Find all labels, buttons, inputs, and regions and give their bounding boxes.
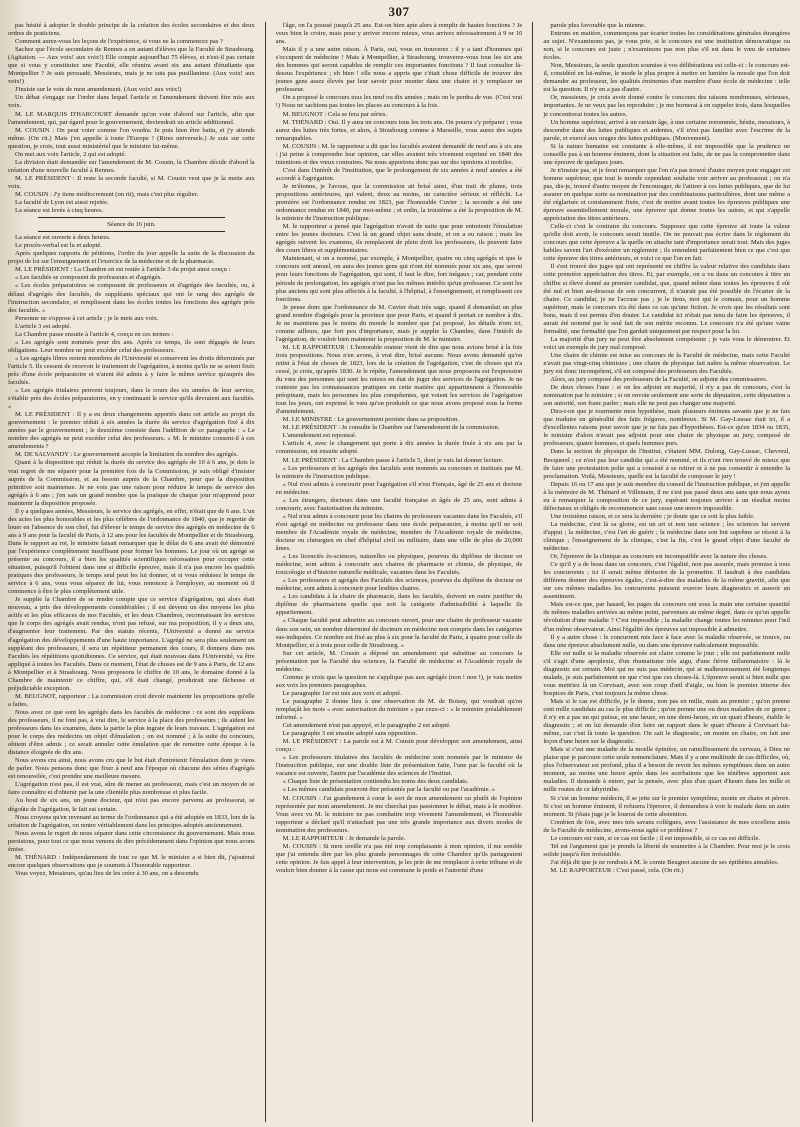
paragraph: M. LE MINISTRE : Le gouvernement persiste dans sa proposition. [282,416,459,424]
paragraph: La faculté de Lyon est aussi rejetée. [15,199,109,207]
paragraph: « Les candidats à la chaire de pharmacie, dans les facultés, doivent en outre justifier du diplôme de pharmaciens quelle que soit la catégorie d'admissibilité à laquelle ils appartiennent. [275,593,523,617]
paragraph: pas hésité à adopter le double principe de la création des écoles secondaires et des deux ordres de praticiens. [8,22,255,38]
paragraph: M. THÉNARD : Oui. Il y aura un concours tous les trois ans. On pourra s'y préparer ; vous aurez des luttes très fortes, et alors, à Strasbourg comme à Marseille, vous aurez des sujets remarquables. [275,118,523,142]
paragraph: Un débat s'engage sur l'ordre dans lequel l'article et l'amendement doivent être mis aux voix. [8,94,255,110]
paragraph: Le paragraphe 1er est mis aux voix et adopté. [282,689,402,697]
paragraph: M. LE PRÉSIDENT : La Chambre en est restée à l'article 3 du projet ainsi conçu : [15,266,231,274]
paragraph: M. LE MARQUIS D'HARCOURT demande qu'on vote d'abord sur l'article, afin que l'amendement, qui, par égard pour le gouvernement, deviendrait un article additionnel. [8,110,255,126]
paragraph: M. le rapporteur a pensé que l'agrégation n'avait de suite que pour entretenir l'émulation entre les jeunes docteurs. C'est là un grand objet sans doute, et on a eu raison ; mais les agrégés suivent les examens, ils remplacent de plein droit les professeurs, ils peuvent faire des cours libres et supplémentaires. [275,223,523,255]
paragraph: M. COUSIN : Si mon oreille n'a pas été trop complaisante à mon opinion, il me semble que j'ai entendu dire par les plus grands personnages de cette Chambre qu'ils partageaient cette opinion. Je fais appel à leur intervention, je les prie de me remplacer à cette tribune et de vouloir bien donner à la cause qui nous est commune le poids et l'autorité d'une [275,842,523,874]
paragraph: La Chambre passe ensuite à l'article 4, conçu en ces termes : [15,330,174,338]
paragraph: Nous avons le regret de nous séparer dans cette circonstance du gouvernement. Mais nous persistons, pour tout ce que nous venons de dire précédemment dans l'opinion que nous avons émise. [8,829,255,853]
paragraph: Le paragraphe 2 donne lieu à une observation de M. de Boissy, qui voudrait qu'on remplaçât les mots « avec autorisation du ministre » par ceux-ci : « le ministre préalablement informé. » [275,697,523,722]
paragraph: Mais est-ce que, par hasard, les pages du concours ont sous la main une certaine quantité de mêmes maladies arrivées au même point, parvenues au même degré, dans ce qu'on appelle révolution d'une maladie ? C'est impossible ; la maladie change toutes les minutes pour l'œil d'un même observateur. Ainsi l'égalité des épreuves est impossible à admettre. [543,601,790,633]
section-heading: Séance du 16 juin. [107,221,156,229]
paragraph: Alors, au jury composé des professeurs de la Faculté, on adjoint des commissaires. [550,376,768,384]
paragraph: Elle est nulle si la maladie observée est claire comme le jour ; elle est parfaitement nulle s'il s'agit d'une apoplexie, d'un rhumatisme très aigu, d'une fièvre inflammatoire : là le diagnostic est certain. Moi qui ne suis pas médecin, qui ai malheureusement été longtemps malade, je suis parfaitement en que c'est que ces choses-là. L'épreuve serait si bien nulle que vous mettriez là un Corvisart, avec son coup d'œil d'aigle, ou bien le premier interne des hospices de Paris, c'est toujours la même chose. [543,649,790,697]
paragraph: « Les professeurs et les agrégés des facultés sont nommés au concours et institués par M. le ministre de l'instruction publique. [275,464,523,480]
paragraph: L'amendement est repoussé. [282,432,357,440]
page-number: 307 [388,4,410,19]
paragraph: L'agrégation n'est pas, il est vrai, sûre de mener au professorat, mais c'est un moyen de se faire connaître et d'obtenir par la une clientèle plus nombreuse et plus facile. [8,781,255,797]
paragraph: « Les professeurs titulaires des facultés de médecine sont nommés par le ministre de l'instruction publique, sur une double liste de présentation faite, l'une par la faculté où la vacance est ouverte, l'autre par l'académie des sciences de l'Institut. [275,754,523,778]
paragraph: M. LE PRÉSIDENT : La Chambre passe à l'article 5, dont je vais lui donner lecture. [282,456,504,464]
paragraph: M. THÉNARD : Indépendamment de tout ce que M. le ministre a si bien dit, j'ajouterai encore quelques observations que je soumets à l'honorable rapporteur. [8,853,255,869]
paragraph: Sachez que l'école secondaire de Rennes a en autant d'élèves que la Faculté de Strasbourg. (Agitation. — Aux voix! aux voix!) Elle compte aujourd'hui 75 élèves, et n'est-il pas certain que si vous y constituiez une Faculté, elle réunira avant six ans autant d'étudiants que Montpellier ? Je suis persuadé, Messieurs, mais je ne suis pas pusillanime. (Aux voix! aux voix!) [8,46,255,86]
paragraph: Le concours est vain, si ce cas est facile ; il est impossible, si ce cas est difficile. [550,834,761,842]
paragraph: M. LE PRÉSIDENT : Il y a eu deux changements apportés dans cet article au projet du gouvernement : le premier réduit à six années la durée du service d'agrégation fixé à dix années par le gouvernement ; le deuxième consiste dans l'addition de ce paragraphe : « Le nombre des agrégés ne peut excéder celui des professeurs. » M. le ministre consent-il à ces amendements ? [8,411,255,451]
paragraph: La séance est levée à cinq heures. [15,207,104,215]
paragraph: M. BEUGNOT, rapporteur : La commission croit devoir maintenir les propositions qu'elle a faites. [8,692,255,708]
paragraph: « Les agrégés titulaires peuvent toujours, dans le cours des six années de leur service, s'établir près des écoles préparatoires, en y continuant le service qu'ils devraient aux facultés. » [8,387,255,411]
paragraph: « Nul n'est admis à concourir pour l'agrégation s'il n'est Français, âgé de 25 ans et docteur en médecine. [275,480,523,496]
paragraph: « Chaque faculté peut admettre au concours ouvert, pour une chaire de professeur vacante dans son sein, un nombre déterminé de docteurs en médecine non compris dans les catégories sus-indiquées. Ce nombre est fixé au plus à six pour la faculté de Paris, à quatre pour celle de Montpellier, et à trois pour celle de Strasbourg. » [275,617,523,649]
paragraph: « Les agrégés sont nommés pour dix ans. Après ce temps, ils sont dégagés de leurs obligations. Leur nombre ne peut excéder celui des professeurs. [8,338,255,354]
paragraph: Le procès-verbal est lu et adopté. [15,242,102,250]
paragraph: Je pense donc que l'ordonnance de M. Cuvier était très sage, quand il demandait un plus grand nombre d'agrégés pour la province que pour Paris, et quand il portait ce nombre à dix. Je ne maintiens pas le moins du monde le nombre que j'ai proposé, les détails n'ont ici, comme ailleurs, que fort peu d'importance, mais je supplie la Chambre, dans l'intérêt de l'agrégation, de vouloir bien maintenir la proposition de M. le ministre. [275,303,523,343]
column-3 [543,22,790,1122]
column-separator [532,22,533,1122]
paragraph: Nous croyons qu'en revenant au terme de l'ordonnance qui a été adoptée en 1833, lors de la création de l'agrégation, on rentre véritablement dans les principes adoptés anciennement. [8,813,255,829]
paragraph: Il y a autre chose : le concurrent mis face à face avec la maladie observée, se trouve, ou dans une épreuve absolument nulle, ou dans une épreuve radicalement impossible. [543,633,790,649]
paragraph: Cet amendement n'est pas appuyé, et le paragraphe 2 est adopté. [282,722,451,730]
paragraph: J'ai déjà dit que je ne rendrais à M. le comte Beugnot aucune de ses épithètes aimables. [550,858,779,866]
paragraph: Dans la section de physique de l'Institut, c'étaient MM. Dulong, Gay-Lussac, Chevreul, Becquerel ; ce n'est pas leur candidat qui a été nommé, et ils n'ont rien trouvé de mieux que de faire une protestation polie qui a consisté à se retirer et à ne pas consentir à entendre la proclamation. Voilà, Messieurs, quelle est la faculté de composer le jury ! [543,448,790,480]
paragraph: Une chaire de chimie est mise au concours de la Faculté de médecine, mais cette Faculté n'avait pas vingt-cinq chimistes ; une chaire de physique fait naître la même observation. Le jury est donc incompétent, s'il est composé des professeurs des Facultés. [543,351,790,376]
column-1 [8,22,255,1122]
paragraph: « Les étrangers, docteurs dans une faculté française et âgés de 25 ans, sont admis à concourir, avec l'autorisation du ministre. [275,496,523,512]
paragraph: La division était demandée sur l'amendement de M. Cousin, la Chambre décide d'abord la création d'une nouvelle faculté à Rennes. [8,158,255,174]
paragraph: l'âge, on l'a poussé jusqu'à 25 ans. Est-on bien apte alors à remplir de hautes fonctions ? Je veux bien le croire, mais pour y arriver encore mieux, vous arrivez nécessairement à 9 or 10 ans. [275,22,523,46]
paragraph: Je supplie la Chambre de se rendre compte que ce service d'agrégation, qui alors était nouveau, a pris des développements considérables ; il est devenu un des moyens les plus actifs et les plus efficaces de nos Facultés, et les deux Chambres, reconnaissant les services que le corps des agrégés avait rendus, n'ont pas refusé, sur ma proposition, il y a deux ans, d'augmenter leur traitement. Par des statuts récents, l'Université a donné au service d'agrégation des développements d'une haute importance. L'agrégé ne sera plus seulement un suppléant des professeurs, il sera un répétiteur permanent des cours, il donnera dans nos Facultés les répétitions quotidiennes. Ce service, qui était nouveau dans l'Université, va être appliqué à toutes les Facultés. Dans ce moment, l'état de choses est de 9 ans à Paris, de 12 ans à Montpellier et à Strasbourg. Nous proposons le chiffre de 10 ans, le domaine donné à la Chambre de maintenir ce chiffre, qui, s'il était changé, produirait une fâcheuse et préjudiciable exception. [8,596,255,692]
paragraph: Sur cet article, M. Cousin a déposé un amendement qui substitue au concours la présentation par la Faculté des sciences, la Faculté de médecine et l'Académie royale de médecine. [275,649,523,673]
paragraph: Nous avez ce que sont les agrégés dans les facultés de médecine : ce sont des suppléans des professeurs, il ne font pas, à vrai dire, le service à la place des professeurs ; ils aident les professeurs dans les examens, dans la partie la plus ingrate de leurs travaux. L'agrégation est pour le corps des médecins un objet d'émulation ; on est nommé ; à la suite du concours, obtient d'être admis ; ce serait annuler cette émulation que de remettre cette époque à la distance éloignée de dix ans. [8,708,255,757]
section-rule [38,231,225,232]
paragraph: Personne ne s'oppose à cet article ; je le mets aux voix. [15,314,159,322]
paragraph: Entrons en matière, commençons par écarter toutes les considérations générales étrangères au sujet. N'examinons pas, je vous prie, si le concours est une institution démocratique ou non, si le concours est juste ; n'examinons pas non plus s'il est dans le vœu de certaines écoles. [543,30,790,62]
paragraph: « Les écoles préparatoires se composent de professeurs et d'agrégés des facultés, ou, à défaut d'agrégés des facultés, de suppléants spéciaux qui ont le rang des agrégés de l'instruction secondaire, et remplissent dans les écoles toutes les fonctions des agrégés près des facultés. » [8,282,255,314]
paragraph: Je n'insiste pas, et je ferai remarquer que l'on n'a pas trouvé d'autre moyen pour engager cet homme supérieur, que tout le monde cependant souhaite voir arriver au professorat ; on n'a pas, dis-je, trouvé d'autre moyen de l'encourager, de l'attirer à ces luttes publiques, que de lui assurer en quelque sorte sa nomination par des combinaisons particulières, dont une même a été réglariséc et constamment fixée, c'est de mettre avant toutes les épreuves publiques une épreuve essentiellement morale, une épreuve qui donne toutes les autres, et qui s'appelle appréciation des titres antérieurs. [543,166,790,223]
paragraph: Quant à la disposition qui réduit la durée du service des agrégés de 10 à 6 ans, je dois le vrai regret de me séparer pour la première fois de la Commission, je suis obligé d'insister auprès de la Commission, et au besoin auprès de la Chambre, pour que la disposition primitive soit maintenue. Je ne vois pas une raison pour réduire le temps de service des agrégés à 6 ans ; j'en sais un grand nombre que la pratique de chaque jour m'apprend pour maintenir la disposition proposée. [8,459,255,507]
paragraph: « Les professeurs et agrégés des Facultés des sciences, pourvus du diplôme de docteur en médecine, sont admis à concourir pour lesdites chaires. [275,577,523,593]
paragraph: La médecine, c'est là sa gloire, est un art et non une science ; les sciences lui servent d'appui ; la médecine, c'est l'art de guérir ; la médecine dans son but suprême se résout à la clinique ; l'enseignement de la clinique, c'est la fin, c'est le grand objet d'une faculté de médecine. [543,520,790,553]
paragraph: Tel est l'argument que je prends la liberté de soumettre à la Chambre. Pour moi je le crois solide jusqu'à être irrésistible. [543,842,790,858]
paragraph: Vous voyez, Messieurs, qu'au lieu de les créer à 30 ans, on a descendu [15,869,199,877]
paragraph: M. DE SALVANDY : Le gouvernement accepte la limitation du nombre des agrégés. [15,451,239,459]
paragraph: Non, Messieurs, la seule question soumise à vos délibérations est celle-ci : le concours est-il, considéré en lui-même, le mode le plus propre à mettre en lumière la morale que l'on doit demander au professeur, les qualités éminentes d'un membre d'une école de médecine : telle est la question. Il n'y en a pas d'autre. [543,62,790,94]
paragraph: M. COUSIN : On peut voter comme l'on voudra. Je puis bien être battu, et j'y attends même. (On rit.) Mais j'en appelle à toute l'Europe ! (Rires universels.) Je suis sur cette question, je crois, tout aussi ministériel que le ministre lui-même. [8,126,255,150]
paragraph: Après quelques rapports de pétitions, l'ordre du jour appelle la suite de la discussion du projet de loi sur l'enseignement et l'exercice de la médecine et de la pharmacie. [8,250,255,266]
paragraph: « Les facultés se composent de professeurs et d'agrégés. [15,274,162,282]
paragraph: M. COUSIN : J'y tiens médiocrement (on rit), mais c'est plus régulier. [15,190,199,198]
paragraph: Or, messieurs, je crois avoir donné contre le concours des raisons nombreuses, sérieuses, importantes. Je ne veux pas les reproduire ; je me bornerai à en rappeler trois, dans lesquelles je concentrerai toutes les autres. [543,94,790,118]
paragraph: Il y a quelques années, Messieurs, le service des agrégés, en effet, n'était que de 6 ans. L'un des actes les plus honorables et les plus célèbres de l'ordonnance de 1840, que je regrette de louer en l'absence de son chef, fut d'élever le temps de service des agrégés en médecine de 6 ans à 9 ans pour la faculté de Paris, à 12 ans pour les facultés de Montpellier et de Strasbourg. Dans le rapport au roi, le ministre faisait remarquer que le délai de 6 ans avait été démontré par l'expérience complètement insuffisant pour former les hommes. Le jour où un agrégé se présente au concours, il a bien les qualités scientifiques nécessaires pour occuper cette situation, puisqu'il l'obtient dans une si difficile épreuve, mais il n'a pas encore les qualités pratiques des professeurs, le temps seul peut les lui donner, et si vous réduisez le temps de service à 6 ans, vous vous séparez de lui, vous renoncez à l'employer, au moment où il commence à être le plus complètement utile. [8,507,255,596]
paragraph: M. LE RAPPORTEUR : L'honorable orateur vient de dire que nous avions brisé à la fois trois propositions. Nous n'en avons, à vrai dire, brisé aucune. Nous avons demandé qu'on retint à l'état de choses de 1823, lors de la création de l'agrégation, c'est de choses qui n'a cessé, je crois, qu'après 1830. Je le répète, l'amendement que nous proposons est l'expression du vœu des personnes qui sont les mieux en état de juger des services de l'agrégation. Je ne conteste pas les connaissances pratiques en cette matière qui appartiennent à l'honorable préopinant, mais les personnes les plus compétentes, qui voient les services de l'agrégation tous les jours, ont exprimé le vœu qu'on produisît ce que nous avons proposé sous la forme d'amendement. [275,343,523,416]
paragraph: Une troisième raison, et ce sera la dernière ; je doute que ce soit la plus faible. [550,512,755,520]
paragraph: Or, l'épreuve de la clinique au concours est incompatible avec la nature des choses. [550,553,768,561]
paragraph: « Chaque liste de présentation contiendra les noms des deux candidats. [282,778,469,786]
column-separator [265,22,266,1122]
paragraph: M. LE PRÉSIDENT : Il reste la seconde faculté, si M. Cousin veut que je la mette aux voix. [8,174,255,190]
paragraph: Si la nature humaine est constante à elle-même, il est impossible que la prudence ne conseille pas à un homme éminent, dont la situation est faite, de ne pas la compromettre dans une épreuve de quelques jours. [543,142,790,166]
paragraph: M. BEUGNOT : Cela se fera par séries. [282,110,388,118]
paragraph: J'insiste sur le vote de mon amendement. (Aux voix! aux voix!) [15,86,182,94]
paragraph: Comme je crois que la question ne s'applique pas aux agrégés (non ! non !), je vais mettre aux voix les premiers paragraphes. [275,673,523,689]
paragraph: M. LE PRÉSIDENT : La parole est à M. Cousin pour développer son amendement, ainsi conçu : [275,738,523,754]
paragraph: M. COUSIN : J'ai grandement à cœur le sort de mon amendement ou plutôt de l'opinion représentée par mon amendement. Je me cherchai pas passionner le débat, mais à le modérer. Vous avez vu M. le ministre ne pas combattre trop vivement l'amendement, et l'honorable rapporteur a déclaré qu'il n'attachait pas une très grande importance aux divers modes de nomination des professeurs. [275,794,523,834]
paragraph: Mais il y a une autre raison. À Paris, oui, vous en trouverez : il y a tant d'hommes qui s'occupent de médecine ! Mais à Montpellier, à Strasbourg, trouverez-vous tous les six ans des hommes qui seront capables de remplir ces importantes fonctions ? Il faut consulter là-dessus l'expérience ; eh bien ! elle nous a appris que c'était chose difficile de trouver des jeunes gens assez élevés par leur savoir pour monter dans une chaire et y remplacer un professeur. [275,46,523,94]
paragraph: Dira-t-on que je tourmente mon hypothèse, mais plusieurs éminens savants que je ne fais que traduire en généralité des faits frégures, nombreux. Si M. Gay-Lussac était ici, il a d'excellentes raisons pour savoir que je ne fais pas d'hypothèses. Est-ce qu'en 1834 ou 1835, le ministre d'alors n'avait pas adjoint pour une chaire de physique au jury, composé de professeurs, quatre hommes, et quels hommes purs. [543,408,790,448]
paragraph: Un homme supérieur, arrivé à un certain âge, à une certaine renommée, hésite, messieurs, à descendre dans des luttes publiques et ardentes, s'il n'est pas familier avec l'escrime de la parole, et exercé aux orages des luttes publiques. (Mouvement). [543,118,790,142]
paragraph: Nous avons cru ainsi, nous avons cru que le but était d'entretenir l'émulation dont je viens de parler. Nous pensons donc que fixer à neuf ans l'époque où chacune des séries d'agrégés est renouvelée, c'est prendre une meilleure mesure. [8,757,255,781]
paragraph: M. LE PRÉSIDENT : Je consulte la Chambre sur l'amendement de la commission. [282,424,500,432]
paragraph: On met aux voix l'article, 2 qui est adopté. [15,150,126,158]
paragraph: Maintenant, si on a nommé, par exemple, à Montpellier, quatre ou cinq agrégés et que le concours soit annuel, on aura des jeunes gens qui n'ont été nommés pour six ans, que seront pour leurs fonctions de l'agrégation, qui sont, il faut le dire, fort inégaux ; car, pendant cette période de prolongation, les agrégés n'ont pas les mêmes intérêts qu'un professeur. Ce sont les plus anciens qui sont plus affectés à la faculté, à l'hôpital, à l'enseignement, et remplissent ces fonctions. [275,255,523,303]
paragraph: Je m'étonne, je l'avoue, que la commission ait brisé ainsi, d'un trait de plume, trois propositions antérieures, qui valent, deux au moins, un caractère sérieux et réfléchi. La première est l'ordonnance rendue en 1823, par l'honorable Cuvier ; la seconde a été une ordonnance rendue en 1840, par moi-même ; et enfin, la troisième a été la proposition de M. le ministre de l'instruction publique. [275,182,523,223]
section-rule [38,217,225,218]
paragraph: « Les licenciés ès-sciences, naturelles ou physiques, pourvus du diplôme de docteur en médecine, sont admis à concourir aux chaires de pharmacie et chimie, de physique, de toxicologie et d'histoire naturelle médicale, vacantes dans les Facultés. [275,553,523,577]
paragraph: parole plus favorable que la mienne. [550,22,646,29]
paragraph: Mais si le cas est difficile, je le donne, non pas en mille, mais au premier ; qu'on prenne cent mille candidats au cas le plus difficile ; qu'on prenne une ou deux maladies de ce genre ; il n'y en a pas un qui puisse, en une heure, en une demi-heure, en un quart d'heure, établir le diagnostic ; et on lui demande d'en faire un rapport dans le quart d'heure à Corvisart lui-même, car c'est là toute la question. On sait le diagnostic, on monte en chaire, on fait une leçon d'une heure sur le diagnostic. [543,697,790,746]
paragraph: Celle-ci c'est le contraire du concours. Supposez que cette épreuve ait toute la valeur qu'elle doit avoir, le concours serait inutile. On ne pouvait pas écrire dans le règlement du concours que cette épreuve a la quelle on attache tant d'importance serait tout. Mais des juges habiles savent l'art d'exécuter un règlement ; ils entendent parfaitement bien ce que c'est que cette épreuve des titres antérieurs, et voici ce que l'on en fait. [543,223,790,263]
paragraph: Combien de fois, avec mes très savans collègues, avec l'assistance de mes excellens amis de la Faculté de médecine, avons-nous agité ce problème ? [543,818,790,834]
paragraph: « Les mêmes candidats pourront être présentés par la faculté ou par l'académie. » [282,786,496,794]
paragraph: M. LE RAPPORTEUR : C'est passé, cela. (On rit.) [550,866,684,874]
paragraph: C'est dans l'intérêt de l'institution, que le prolongement de six années à neuf années a été accordé à l'agrégation. [275,166,523,182]
paragraph: Si c'est un homme médecin, il se jette sur le premier symptôme, monte en chaire et pérore. Si c'est un homme éminent, il refusera l'épreuve, il demandera à voir le malade dans un autre moment. Si j'étais juge je le louerai de cette abstention. [543,794,790,818]
paragraph: Il s'est trouvé des juges qui ont représenté en chiffre la valeur relative des candidats dans cette première appréciation des titres. Et, par exemple, on a vu dans un concours à titre un chiffre si élevé donné au premier candidat, que, quand même dans toutes les épreuves il eût été nul et bien au-dessous de son concurrent, il n'aurait pas été possible de l'écarter de la chaire. Ce candidat, je ne l'accuse pas ; je le tiens, moi qui le connais, pour un homme supérieur, mais le concours n'a été dans ce cas qu'une fiction. Je crois que les résultats sont bons, mais il est permis d'en douter. Le candidat ici n'était pas tenu de faire les épreuves, il aurait été nommé par le seul fait de son mérite reconnu. Le concours n'a été qu'une vaine formalité, une formalité que l'on gardait uniquement par respect pour la loi. [543,263,790,335]
paragraph: Mais si c'est une maladie de la moelle épinière, un ramollissement du cerveau, à Dieu ne plaise que je parcoure cette seule nomenclature. Mais il y a une multitude de cas difficiles, où, plus l'observateur est profond, plus il a besoin de revoir les mêmes symptômes dans un autre moment, au moins une heure après dans les acerbations que les ténèbres apportent aux maladies. Il demande à entrer, par la pensée, avec plus d'un quart d'heure dans les mille et mille routes de ce labyrinthe. [543,746,790,794]
paragraph: La majorité d'un jury ne peut être absolument compétente ; je vais vous le démontrer. Et voici un exemple de jury mal composé. [543,335,790,351]
paragraph: Au bout de six ans, un jeune docteur, qui n'est pas encore parvenu au professorat, se dégoûte de l'agrégation, le fait est certain. [8,797,255,813]
paragraph: On a proposé le concours tous les neuf ou dix années ; mais on le perdra de vue. (C'est vrai !) Nous ne sachions pas toutes les places au concours à la fois. [275,94,523,110]
paragraph: Le paragraphe 3 est ensuite adopté sans opposition. [282,730,418,738]
paragraph: L'article 3 est adopté. [15,322,72,330]
paragraph: La séance est ouverte à deux heures. [15,234,111,242]
paragraph: M. LE RAPPORTEUR : Je demande la parole. [282,834,406,842]
paragraph: Depuis 16 ou 17 ans que je suis membre du conseil de l'instruction publique, et j'en appelle à la mémoire de M. Thénard et Villemain, il ne s'est pas passé deux ans sans que nous ayons eu à remarquer la composition de ce jury, espérant toujours arriver à un résultat moins défectueux et obligés de recommencer sans cesse une œuvre impossible. [543,480,790,512]
column-2 [276,22,523,1122]
paragraph: M. COUSIN : M. le rapporteur a dit que les facultés avaient demandé de neuf ans à six ans : j'ai peine à comprendre leur opinion, car elles avaient très vivement exprimé en 1840 des intentions et des vœux contraires. Ne nous apportons donc pas sur des opinions si mobiles. [275,142,523,166]
paragraph: Comment aurez-vous les leçons de l'expérience, si vous ne la commencez pas ? [15,38,223,46]
paragraph: « Les agrégés libres restent membres de l'Université et conservent les droits déterminés par l'article 5. Ils cessent de recevoir le traitement de l'agrégation, à moins qu'ils ne se soient fixés près d'une école préparatoire et n'aient été admis à y faire le même service qu'auprès des facultés. [8,354,255,387]
text-columns [8,22,790,1122]
paragraph: De deux choses l'une : si on les adjoint en majorité, il n'y a pas de concours, c'est la nomination par le ministre ; si on envoie seulement une sorte de députation, cette députation a son autorité, son franc parler ; mais elle ne peut pas changer une majorité. [543,384,790,408]
paragraph: « Nul n'est admis à concourir pour les chaires de professeurs vacantes dans les Facultés, s'il n'est agrégé en médecine ou professeur dans une école préparatoire, à moins qu'il ne soit membre de l'Académie royale de médecine, membre de l'Académie royale de médecine, docteur ou chirurgien en chef d'hôpital civil ou militaire, dans une ville de plus de 20,000 âmes. [275,512,523,553]
paragraph: Ce qu'il y a de beau dans un concours, c'est l'égalité, non pas assurée, mais promise à tous les concurrents ; ici il serait même dérisoire de la promettre. Il faudrait à des candidats différens donner des épreuves égales, c'est-à-dire des maladies de la même gravité, afin que sur ces mêmes maladies les concurrents puissent exercer leurs diagnostics et asseoir un assentiment. [543,561,790,601]
paragraph: L'article 4, avec le changement qui porte à dix années la durée fixée à six ans par la commission, est ensuite adopté. [275,440,523,456]
